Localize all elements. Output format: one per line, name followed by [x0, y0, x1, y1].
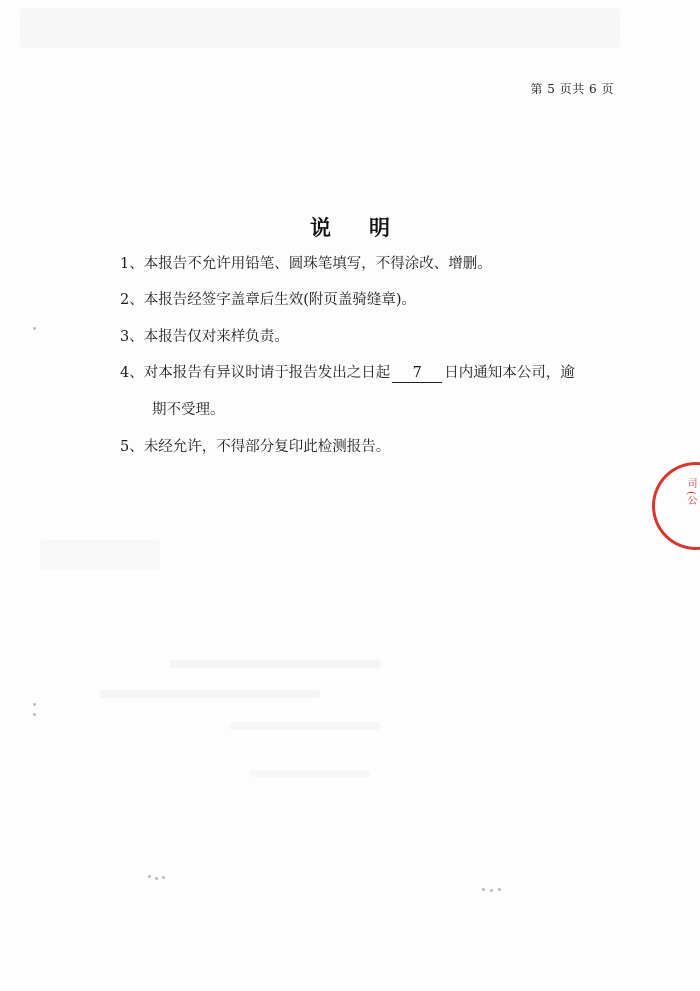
note-text: 本报告经签字盖章后生效(附页盖骑缝章)。: [143, 292, 417, 308]
list-item: [120, 436, 390, 458]
bleed-through-mark: [170, 660, 380, 668]
note-text: 未经允许，不得部分复印此检测报告。: [143, 439, 391, 455]
bleed-through-mark: [250, 770, 370, 777]
page-title: 说明: [310, 215, 428, 240]
note-text: 本报告仅对来样负责。: [143, 329, 289, 345]
list-item: [120, 253, 492, 275]
list-item-continuation: [152, 399, 225, 421]
note-number: 4、: [120, 365, 144, 381]
list-item: [120, 326, 289, 348]
company-seal-fragment: [652, 462, 700, 550]
days-fill-blank: 7: [392, 364, 442, 383]
note-number: 3、: [120, 329, 144, 345]
paper-speck: [490, 889, 493, 892]
paper-speck: [33, 703, 36, 706]
paper-speck: [155, 877, 158, 880]
note-text: 对本报告有异议时请于报告发出之日起: [143, 365, 391, 381]
bleed-through-mark: [20, 8, 620, 48]
note-number: 5、: [120, 439, 144, 455]
bleed-through-mark: [100, 690, 320, 698]
list-item: [120, 289, 416, 311]
note-text: 日内通知本公司，逾: [444, 365, 575, 381]
paper-speck: [33, 713, 36, 716]
list-item: [120, 362, 575, 384]
paper-speck: [162, 876, 165, 879]
bleed-through-mark: [40, 540, 160, 570]
paper-speck: [498, 888, 501, 891]
paper-speck: [148, 875, 151, 878]
page-number: 第 5 页共 6 页: [530, 82, 614, 96]
note-number: 2、: [120, 292, 144, 308]
paper-speck: [482, 888, 485, 891]
note-number: 1、: [120, 256, 144, 272]
seal-text: 司 (公: [685, 478, 696, 506]
bleed-through-mark: [230, 722, 380, 730]
note-text: 期不受理。: [152, 402, 225, 418]
paper-speck: [33, 327, 36, 330]
note-text: 本报告不允许用铅笔、圆珠笔填写，不得涂改、增删。: [143, 256, 492, 272]
